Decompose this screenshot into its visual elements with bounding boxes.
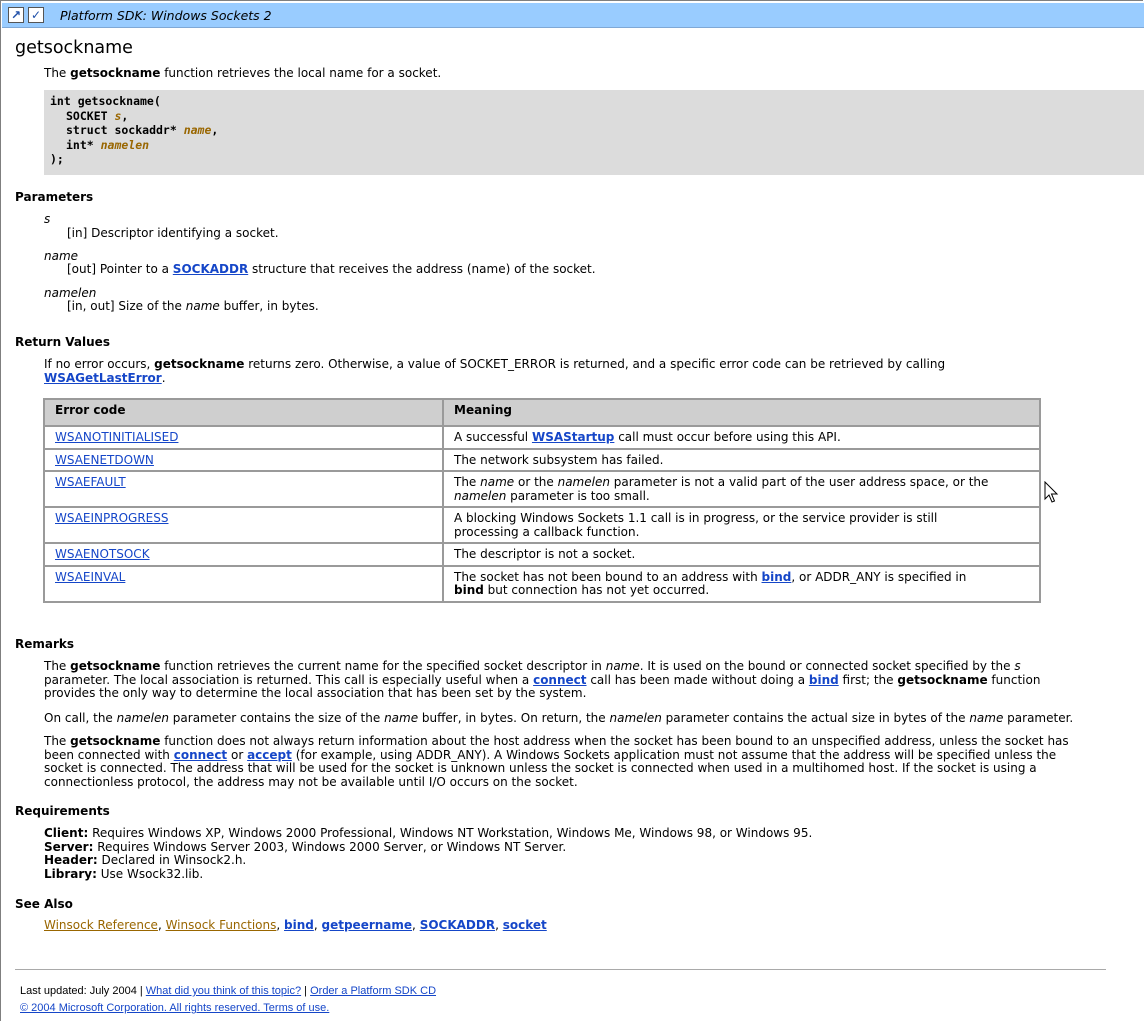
mouse-cursor-icon xyxy=(1044,481,1060,505)
footer-line-2 xyxy=(20,1002,329,1014)
wsaefault-link[interactable]: WSAEFAULT xyxy=(55,475,126,489)
column-header-meaning: Meaning xyxy=(443,399,1040,426)
param-term-s: s xyxy=(44,212,51,226)
see-also-links: Winsock Reference, Winsock Functions, bind, getpeername, SOCKADDR, socket xyxy=(44,918,547,932)
see-also-sockaddr-link[interactable]: SOCKADDR xyxy=(419,918,496,932)
getpeername-link[interactable]: getpeername xyxy=(321,918,413,932)
copyright-link[interactable]: © 2004 Microsoft Corporation. All rights reserved. Terms of use. xyxy=(20,1002,330,1014)
table-row: WSAENETDOWN The network subsystem has failed. xyxy=(44,449,1040,472)
wsagetlasterror-link[interactable]: WSAGetLastError xyxy=(44,370,162,385)
table-row: WSAEINPROGRESS A blocking Windows Sockets 1.1 call is in progress, or the service provider is still processing a callback function. xyxy=(44,507,1040,543)
feedback-link[interactable]: What did you think of this topic? xyxy=(145,985,302,997)
param-desc-name: [out] Pointer to a SOCKADDR structure that receives the address (name) of the socket. xyxy=(67,262,596,276)
sockaddr-link[interactable]: SOCKADDR xyxy=(172,262,249,276)
table-row: WSAENOTSOCK The descriptor is not a socket. xyxy=(44,543,1040,566)
param-term-name: name xyxy=(44,249,79,263)
topic-banner xyxy=(2,3,1144,28)
show-toc-icon[interactable]: ↗ xyxy=(8,7,24,23)
accept-link[interactable]: accept xyxy=(247,747,292,762)
param-desc-namelen: [in, out] Size of the name buffer, in bytes. xyxy=(67,299,319,313)
column-header-error-code: Error code xyxy=(44,399,443,426)
syntax-block: int getsockname( SOCKET s, struct sockaddr* name, int* namelen ); xyxy=(44,90,1144,175)
requirements-heading: Requirements xyxy=(15,804,110,818)
connect-link[interactable]: connect xyxy=(533,672,587,687)
winsock-functions-link[interactable]: Winsock Functions xyxy=(165,918,277,932)
return-values-heading: Return Values xyxy=(15,335,110,349)
wsaenetdown-link[interactable]: WSAENETDOWN xyxy=(55,452,154,467)
table-row: WSAEFAULT The name or the namelen parameter is not a valid part of the user address space, or the namelen parameter is too small. xyxy=(44,471,1040,507)
param-desc-s: [in] Descriptor identifying a socket. xyxy=(67,226,279,240)
page-title: getsockname xyxy=(15,38,133,58)
remarks-heading: Remarks xyxy=(15,637,75,651)
remarks-paragraph-2: On call, the namelen parameter contains the size of the name buffer, in bytes. On return, the namelen parameter contains the actual size in bytes of the name parameter. xyxy=(44,711,1074,725)
see-also-bind-link[interactable]: bind xyxy=(284,918,314,932)
parameters-heading: Parameters xyxy=(15,190,94,204)
table-header-row xyxy=(44,399,1040,426)
socket-link[interactable]: socket xyxy=(502,918,547,932)
footer-divider xyxy=(15,969,1106,970)
error-table xyxy=(43,398,1041,603)
wsanotinitialised-link[interactable]: WSANOTINITIALISED xyxy=(55,430,179,444)
requirements-list: Client: Requires Windows XP, Windows 2000 Professional, Windows NT Workstation, Windows Me, Windows 98, or Windows 95. Server: Requires Windows Server 2003, Windows 2000 Server, or Windows NT Server. Header: Declared in Winsock2.h. Library: Use Wsock32.lib. xyxy=(44,826,813,881)
wsastartup-link[interactable]: WSAStartup xyxy=(531,430,615,444)
footer-line-1: Last updated: July 2004 | What did you think of this topic? | Order a Platform SDK CD xyxy=(20,985,437,997)
return-values-text: If no error occurs, getsockname returns zero. Otherwise, a value of SOCKET_ERROR is returned, and a specific error code can be retrieved by calling WSAGetLastError. xyxy=(44,357,946,385)
wsaeinprogress-link[interactable]: WSAEINPROGRESS xyxy=(55,511,169,525)
wsaenotsock-link[interactable]: WSAENOTSOCK xyxy=(55,547,150,561)
order-sdk-link[interactable]: Order a Platform SDK CD xyxy=(310,985,437,997)
remarks-paragraph-3: The getsockname function does not always return information about the host address when the socket has been bound to an unspecified address, unless the socket has been connected with connect or accept (for example, using ADDR_ANY). A Windows Sockets application must not assume that the address will be specified unless the socket is connected. The address that will be used for the socket is unknown unless the socket is connected when used in a multihomed host. If the socket is using a connectionless protocol, the address may not be available until I/O occurs on the socket. xyxy=(44,734,1069,789)
bind-link[interactable]: bind xyxy=(808,672,839,687)
bind-link[interactable]: bind xyxy=(761,569,792,584)
summary: The getsockname function retrieves the local name for a socket. xyxy=(44,66,442,80)
banner-title: Platform SDK: Windows Sockets 2 xyxy=(60,8,272,23)
checkmark-icon[interactable]: ✓ xyxy=(28,7,44,23)
see-also-heading: See Also xyxy=(15,897,73,911)
remarks-paragraph-1: The getsockname function retrieves the current name for the specified socket descriptor in name. It is used on the bound or connected socket specified by the s parameter. The local association is returned. This call is especially useful when a connect call has been made without doing a bind first; the getsockname function provides the only way to determine the local association that has been set by the system. xyxy=(44,659,1041,700)
wsaeinval-link[interactable]: WSAEINVAL xyxy=(55,569,126,584)
winsock-reference-link[interactable]: Winsock Reference xyxy=(44,918,158,932)
table-row: WSAEINVAL The socket has not been bound to an address with bind, or ADDR_ANY is specified in bind but connection has not yet occurred. xyxy=(44,566,1040,602)
table-row: WSANOTINITIALISED A successful WSAStartup call must occur before using this API. xyxy=(44,426,1040,449)
connect-link[interactable]: connect xyxy=(173,747,228,762)
param-term-namelen: namelen xyxy=(44,286,97,300)
